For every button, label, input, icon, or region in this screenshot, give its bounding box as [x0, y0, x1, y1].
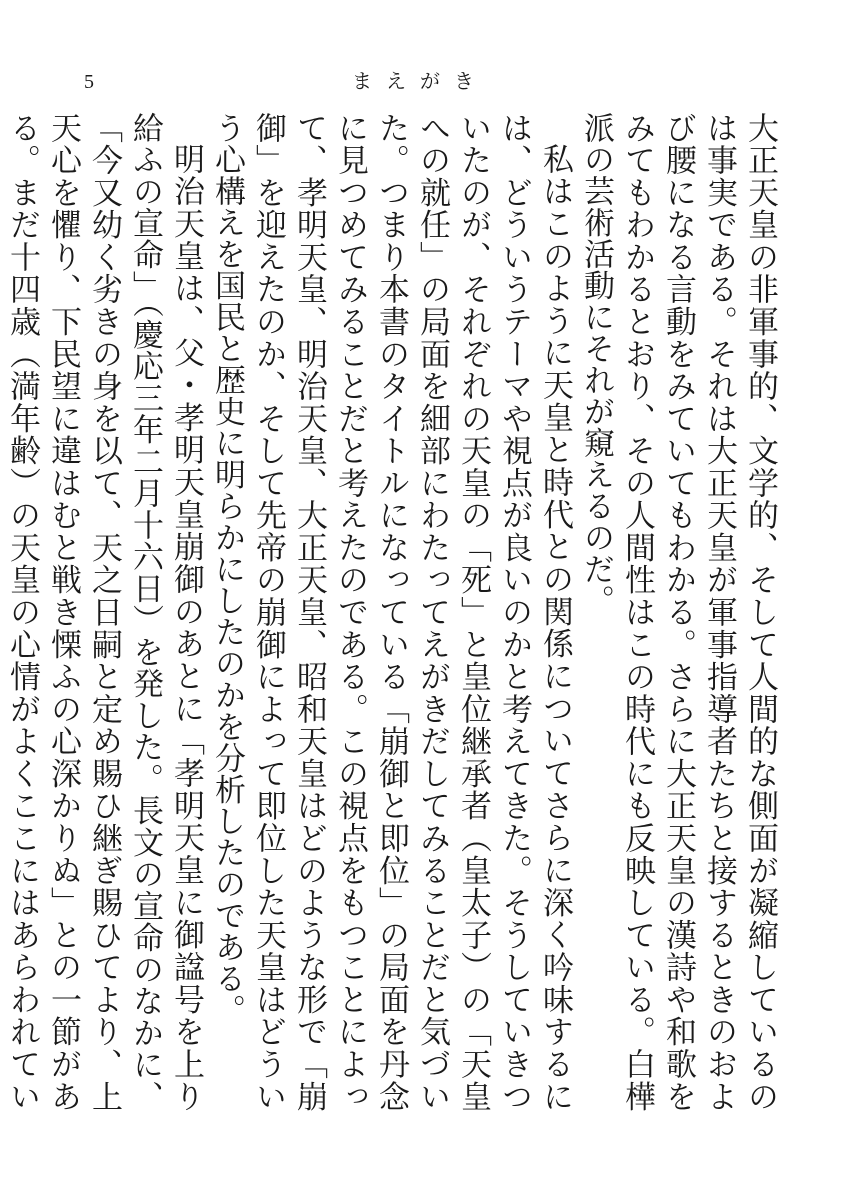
body-text: [4, 112, 780, 1113]
page-number: 5: [84, 71, 94, 93]
running-head: まえがき: [352, 69, 488, 93]
paragraph-continued: 大正天皇の非軍事的、文学的、そして人間的な側面が凝縮しているのは事実である。それは大正天皇が軍事指導者たちと接するときのおよび腰になる言動をみていてもわかる。さらに大正天皇の漢詩や和歌をみてもわかるとおり、その人間性はこの時代にも反映している。白樺派の芸術活動にそれが窺えるのだ。: [578, 112, 778, 1112]
paragraph: 明治天皇は、父・孝明天皇崩御のあとに「孝明天皇に御諡号を上り給ふの宣命」（慶応三年二月十六日）を発した。長文の宣命のなかに、「今又幼く劣きの身を以て、天之日嗣と定め賜ひ継ぎ賜ひてより、上天心を懼り、下民望に違はむと戦き慄ふの心深かりぬ」との一節がある。まだ十四歳（満年齢）の天皇の心情がよくここにはあらわれてい: [4, 112, 204, 1113]
paragraph: 私はこのように天皇と時代との関係についてさらに深く吟味するには、どういうテーマや視点が良いのかと考えてきた。そうしていきついたのが、それぞれの天皇の「死」と皇位継承者（皇太子）の「天皇への就任」の局面を細部にわたってえがきだしてみることだと気づいた。つまり本書のタイトルになっている「崩御と即位」の局面を丹念に見つめてみることだと考えたのである。この視点をもつことによって、孝明天皇、明治天皇、大正天皇、昭和天皇はどのような形で「崩御」を迎えたのか、そして先帝の崩御によって即位した天皇はどういう心構えを国民と歴史に明らかにしたのかを分析したのである。: [209, 112, 573, 1112]
